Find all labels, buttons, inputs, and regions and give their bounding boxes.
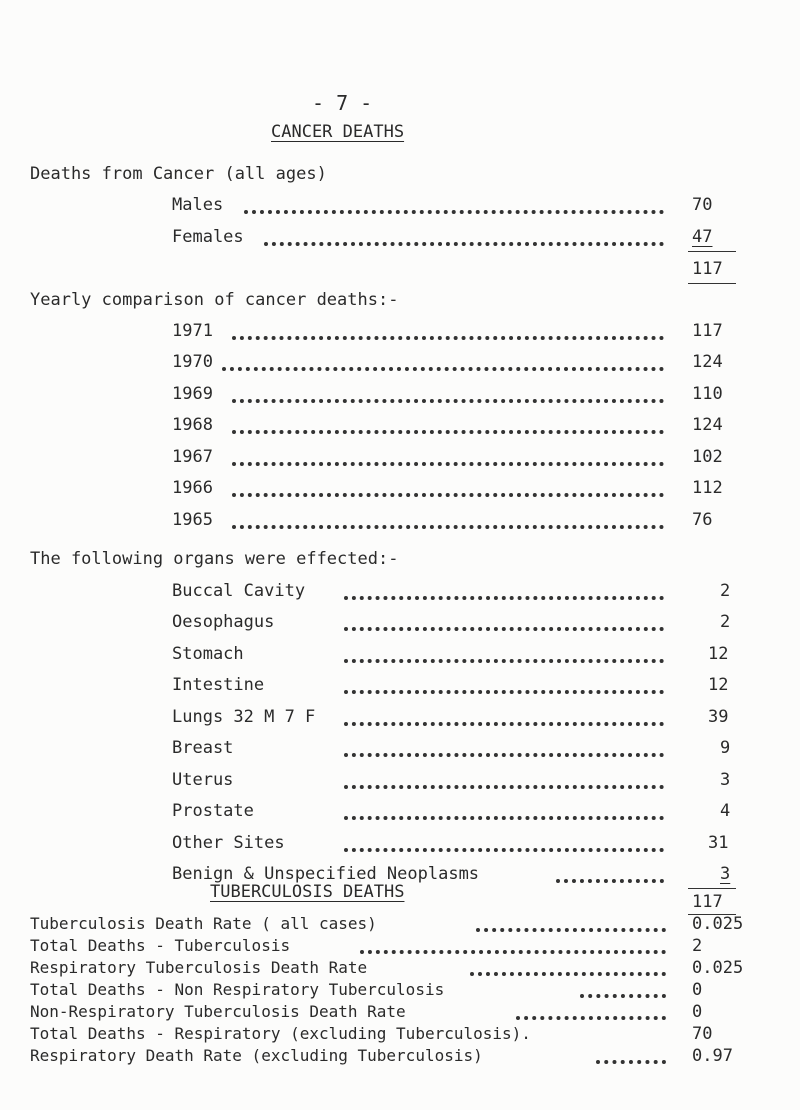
tb-row-label: Total Deaths - Respiratory (excluding Tuberculosis). (30, 1024, 531, 1043)
tb-row-label: Tuberculosis Death Rate ( all cases) (30, 914, 377, 933)
year-value: 117 (692, 321, 723, 341)
underline-rule (688, 251, 736, 252)
leader-dots (232, 332, 664, 340)
organ-label: Breast (172, 738, 234, 758)
tb-row-value: 0.025 (692, 914, 744, 934)
year-label: 1967 (172, 447, 213, 467)
leader-dots (232, 489, 664, 497)
tb-row-value: 0 (692, 980, 703, 1000)
leader-dots (596, 1056, 666, 1064)
organ-label: Oesophagus (172, 612, 275, 632)
underline-rule (688, 283, 736, 284)
tb-row-value: 0.025 (692, 958, 744, 978)
sex-total: 117 (692, 259, 723, 279)
tb-deaths-title: TUBERCULOSIS DEATHS (210, 882, 405, 902)
year-label: 1970 (172, 352, 213, 372)
tb-row-value: 70 (692, 1024, 713, 1044)
leader-dots (344, 592, 664, 600)
year-label: 1971 (172, 321, 213, 341)
page-number: - 7 - (312, 91, 373, 115)
tb-row-label: Total Deaths - Non Respiratory Tuberculosis (30, 980, 445, 999)
year-label: 1965 (172, 510, 213, 530)
leader-dots (344, 812, 664, 820)
leader-dots (232, 395, 664, 403)
year-value: 124 (692, 415, 723, 435)
tb-row-label: Respiratory Tuberculosis Death Rate (30, 958, 368, 977)
year-value: 124 (692, 352, 723, 372)
cancer-deaths-heading: Deaths from Cancer (all ages) (30, 164, 327, 184)
leader-dots (580, 990, 666, 998)
leader-dots (232, 521, 664, 529)
year-label: 1966 (172, 478, 213, 498)
organs-total: 117 (692, 892, 723, 912)
organ-label: Benign & Unspecified Neoplasms (172, 864, 480, 884)
organ-value: 2 (720, 581, 731, 601)
tb-row-label: Total Deaths - Tuberculosis (30, 936, 291, 955)
leader-dots (344, 718, 664, 726)
organ-label: Prostate (172, 801, 254, 821)
organ-value: 12 (708, 675, 729, 695)
tb-row-value: 0 (692, 1002, 703, 1022)
organ-label: Other Sites (172, 833, 285, 853)
organ-value: 3 (720, 864, 731, 884)
males-label: Males (172, 195, 224, 215)
organs-heading: The following organs were effected:- (30, 549, 399, 569)
leader-dots (222, 363, 664, 371)
tb-row-label: Respiratory Death Rate (excluding Tuberculosis) (30, 1046, 483, 1065)
year-value: 110 (692, 384, 723, 404)
tb-row-value: 0.97 (692, 1046, 733, 1066)
organ-value: 31 (708, 833, 729, 853)
organ-value: 12 (708, 644, 729, 664)
leader-dots (344, 686, 664, 694)
leader-dots (360, 946, 666, 954)
leader-dots (232, 458, 664, 466)
leader-dots (556, 875, 664, 883)
year-value: 112 (692, 478, 723, 498)
leader-dots (344, 655, 664, 663)
organ-value: 9 (720, 738, 731, 758)
year-label: 1968 (172, 415, 213, 435)
year-label: 1969 (172, 384, 213, 404)
leader-dots (344, 749, 664, 757)
leader-dots (470, 968, 666, 976)
organ-value: 2 (720, 612, 731, 632)
leader-dots (232, 426, 664, 434)
leader-dots (476, 924, 666, 932)
leader-dots (344, 844, 664, 852)
year-value: 76 (692, 510, 713, 530)
organ-label: Stomach (172, 644, 244, 664)
organ-value: 4 (720, 801, 731, 821)
underline-rule (688, 888, 736, 889)
males-value: 70 (692, 195, 713, 215)
yearly-heading: Yearly comparison of cancer deaths:- (30, 290, 399, 310)
organ-label: Intestine (172, 675, 265, 695)
leader-dots (344, 781, 664, 789)
leader-dots (244, 206, 664, 214)
organ-label: Uterus (172, 770, 234, 790)
organ-value: 3 (720, 770, 731, 790)
organ-value: 39 (708, 707, 729, 727)
leader-dots (264, 238, 664, 246)
cancer-deaths-title: CANCER DEATHS (271, 122, 405, 142)
females-value: 47 (692, 227, 713, 247)
females-label: Females (172, 227, 244, 247)
leader-dots (516, 1012, 666, 1020)
organ-label: Lungs 32 M 7 F (172, 707, 316, 727)
organ-label: Buccal Cavity (172, 581, 306, 601)
leader-dots (344, 623, 664, 631)
tb-row-label: Non-Respiratory Tuberculosis Death Rate (30, 1002, 406, 1021)
tb-row-value: 2 (692, 936, 703, 956)
year-value: 102 (692, 447, 723, 467)
